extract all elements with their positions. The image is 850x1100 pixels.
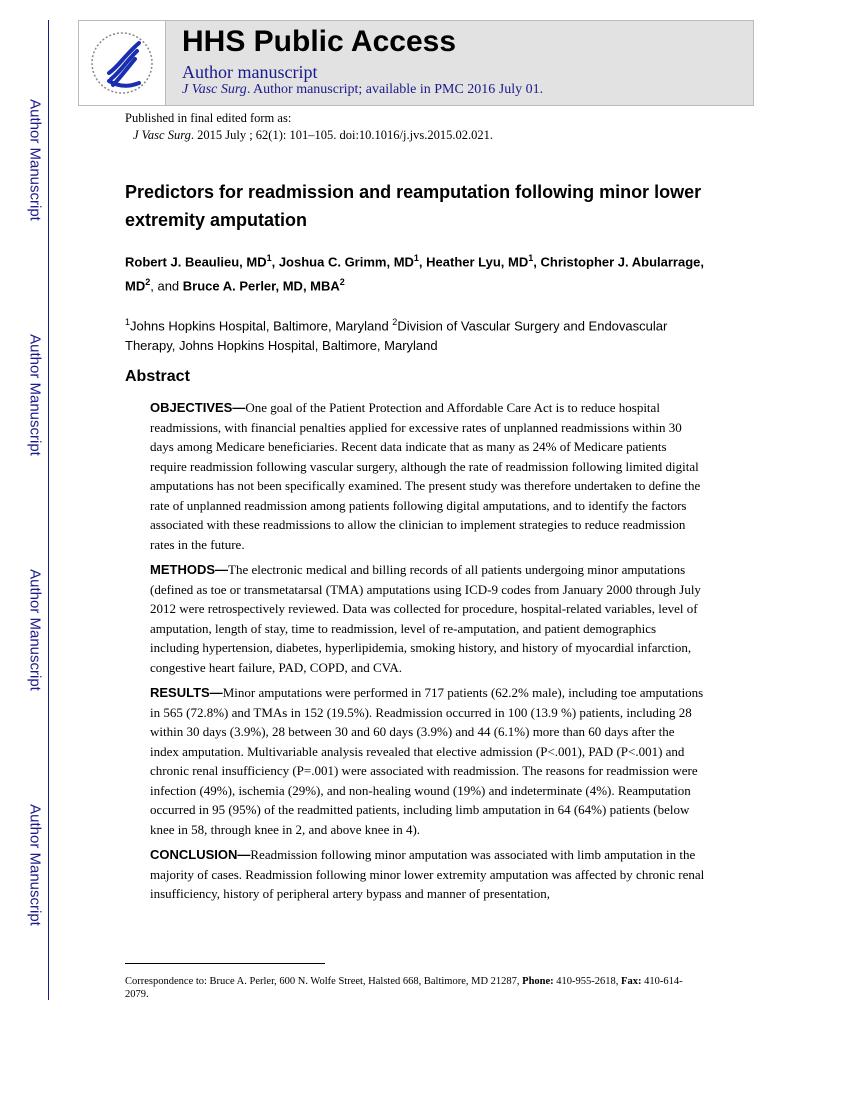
section-label: METHODS— [150,562,228,577]
section-text: One goal of the Patient Protection and Affordable Care Act is to reduce hospital readmissions, with financial penalties applied for excessive rates of unplanned readmissions within 30 days among Medicare beneficiaries. Recent data indicate that as many as 24% of Medicare patients require readmission following vascular surgery, although the rate of readmission following limited digital amputations has not been specifically examined. The present study was therefore undertaken to define the rate of unplanned readmission among patients following digital amputations, and to identify the factors associated with these readmissions to allow the clinician to implement strategies to reduce readmission rates in the future. [150,400,701,552]
abstract-results [150,683,705,839]
author-sup: 2 [339,277,345,288]
article-title: Predictors for readmission and reamputation following minor lower extremity amputation [125,182,702,230]
sidebar-label-text: Author Manuscript [26,804,44,926]
sidebar-label [24,295,46,495]
author: Joshua C. Grimm, MD [278,254,414,270]
correspondence-footnote [125,975,705,1001]
author-sup: 1 [266,253,272,263]
availability: . Author manuscript; available in PMC 2016 July 01. [246,82,544,97]
fn-text: Correspondence to: Bruce A. Perler, 600 N. Wolfe Street, Halsted 668, Baltimore, MD 21287, [125,976,523,987]
sidebar-label-text: Author Manuscript [26,569,44,691]
abstract-methods [150,560,705,677]
sidebar-label [24,765,46,965]
sep: , [533,254,541,270]
fax: 410-614-2079. [125,976,683,1000]
sep: , and [150,278,183,294]
journal-name: J Vasc Surg [182,82,247,97]
published-info [125,110,493,144]
hhs-logo [79,21,166,105]
author-sup: 2 [145,277,151,288]
affiliation: Johns Hopkins Hospital, Baltimore, Maryland [130,318,393,334]
sidebar-label [24,530,46,730]
header-citation [182,82,543,98]
author: Bruce A. Perler, MD, MBA [182,278,340,294]
section-label: OBJECTIVES— [150,400,246,415]
footnote-divider [125,963,325,964]
section-label: RESULTS— [150,685,223,700]
published-label: Published in final edited form as: [125,111,292,125]
sep: , [271,254,279,270]
section-label: CONCLUSION— [150,847,251,862]
section-text: The electronic medical and billing records of all patients undergoing minor amputations (defined as toe or transmetatarsal (TMA) amputations using ICD-9 codes from January 2000 through July 2012 were retrospectively reviewed. Data was collected for procedure, hospital-related variables, level of amputation, length of stay, time to readmission, level of re-amputation, and patient demographics including hypertension, diabetes, hyperlipidemia, smoking history, and history of myocardial infarction, congestive heart failure, PAD, COPD, and CVA. [150,562,701,675]
author-sup: 1 [413,253,419,263]
abstract-conclusion [150,845,705,904]
sidebar-label [24,60,46,260]
sidebar-label-text: Author Manuscript [26,334,44,456]
author-list [125,248,705,297]
journal-name: J Vasc Surg [133,128,191,142]
published-citation [125,127,493,144]
fax-label: Fax: [621,976,642,987]
author: Heather Lyu, MD [426,254,529,270]
hhs-eagle-icon [79,21,165,105]
abstract-objectives [150,398,705,554]
sep: , [418,254,427,270]
margin-divider [48,20,49,1000]
header-subtitle: Author manuscript [182,62,318,82]
phone-label: Phone: [522,976,554,987]
affil-sup: 2 [392,317,398,327]
author: Christopher J. Abularrage, MD [125,254,704,294]
abstract-body [150,398,705,910]
affil-sup: 1 [125,317,131,327]
citation-text: . 2015 July ; 62(1): 101–105. doi:10.1016/j.jvs.2015.02.021. [190,128,493,142]
author-sup: 1 [528,253,534,263]
header-title: HHS Public Access [182,25,456,58]
abstract-heading: Abstract [125,368,190,385]
author: Robert J. Beaulieu, MD [125,254,267,270]
hhs-header [78,20,754,106]
phone: 410-955-2618, [553,976,622,987]
section-text: Readmission following minor amputation was associated with limb amputation in the majority of cases. Readmission following minor lower extremity amputation was affected by chronic renal insufficiency, history of peripheral artery bypass and manner of presentation, [150,847,705,901]
affiliations [125,312,715,356]
affiliation: Division of Vascular Surgery and Endovascular Therapy, Johns Hopkins Hospital, Baltimore, Maryland [125,318,668,354]
section-text: Minor amputations were performed in 717 patients (62.2% male), including toe amputations in 565 (72.8%) and TMAs in 152 (19.5%). Readmission occurred in 100 (13.9 %) patients, including 28 within 30 days (3.9%), 28 between 30 and 60 days (3.9%) and 44 (6.1%) more than 60 days after the index amputation. Multivariable analysis revealed that elective admission (P<.001), PAD (P<.001) and chronic renal insufficiency (P=.001) were associated with readmission. The reasons for readmission were infection (49%), ischemia (29%), and non-healing wound (19%) and indeterminate (4%). Reamputation occurred in 95 (95%) of the readmitted patients, including limb amputation in 64 (64%) patients (below knee in 58, through knee in 2, and above knee in 4). [150,685,704,837]
sidebar-label-text: Author Manuscript [26,99,44,221]
